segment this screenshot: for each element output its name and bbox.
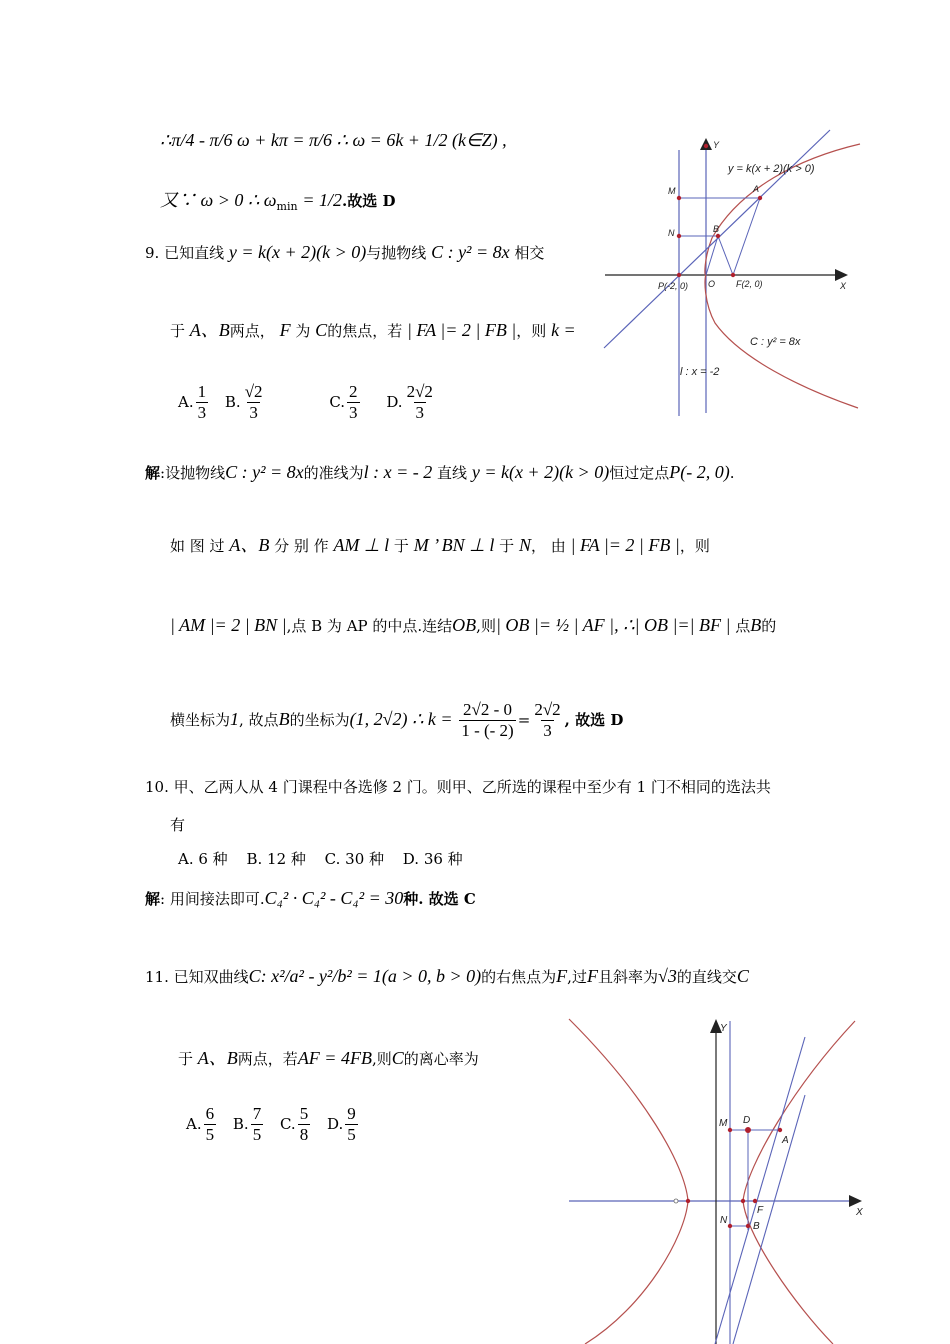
q10-options	[178, 850, 463, 868]
q11-vec-cond: AF = 4FB	[297, 1048, 372, 1068]
q9-s3g: 点	[735, 617, 751, 635]
q9-focus-text: 的焦点，若	[327, 322, 403, 340]
q10-option-a: A. 6 种	[178, 850, 228, 868]
q9-two-points: 两点，	[229, 322, 275, 340]
q9-s1e: 直线	[437, 464, 468, 482]
fig1-point-F	[731, 273, 735, 277]
fig1-point-N	[677, 234, 681, 238]
q11-stem-b: 的右焦点为	[481, 968, 557, 986]
q9-s1h: P(- 2, 0)	[669, 462, 730, 482]
fig2-x-arrow	[849, 1195, 862, 1207]
figure-hyperbola	[565, 1015, 865, 1344]
fig2-label-F: F	[757, 1205, 764, 1216]
q9-s2c: 分 别 作	[274, 537, 329, 555]
q9-ask: k =	[551, 320, 576, 340]
q9-k-frac-2: $\frac{2√2}{3}$	[534, 700, 561, 741]
fig1-label-F: F(2, 0)	[736, 279, 763, 289]
q9-sol-line-4	[170, 700, 623, 742]
q11-eccentricity: 的离心率为	[403, 1050, 479, 1068]
q9-sol-line-2	[170, 535, 710, 557]
q9-s1b: C : y² = 8x	[225, 462, 304, 482]
q10-line-2	[170, 816, 185, 834]
q11-points: A、B	[197, 1048, 238, 1068]
q9-s3h: B	[750, 615, 762, 635]
q9-F: F	[279, 320, 291, 340]
q10-sol-label: 解	[145, 890, 161, 908]
q9-s2d: AM ⊥ l	[333, 535, 390, 555]
fig1-point-top	[704, 144, 708, 148]
q9-s4e: 的坐标为	[289, 710, 350, 729]
q11-number: 11.	[145, 968, 169, 986]
q9-stem-c: 相交	[514, 244, 545, 262]
fig2-point-N	[728, 1224, 732, 1228]
fig2-point-M	[728, 1128, 732, 1132]
q9-parabola-eq: C : y² = 8x	[431, 242, 510, 262]
q9-s3e: | OB |= ½ | AF |	[495, 615, 615, 635]
fig2-label-Y: Y	[720, 1023, 727, 1034]
fig1-label-parabola: C : y² = 8x	[750, 336, 801, 348]
q9-s2f: M ’ BN ⊥ l	[413, 535, 495, 555]
q9-line-1	[145, 242, 544, 264]
fig1-label-O: O	[708, 279, 716, 289]
q9-line-eq: y = k(x + 2)(k > 0)	[228, 242, 367, 262]
fig2-label-X: X	[856, 1207, 863, 1218]
q11-option-a: A. $\frac{6}{5}$	[186, 1104, 215, 1145]
fig1-OB	[706, 236, 718, 275]
q9-C: C	[315, 320, 328, 340]
fig1-label-B: B	[713, 224, 720, 234]
q11-option-b: B. $\frac{7}{5}$	[232, 1104, 262, 1145]
fig2-asymptote	[715, 1037, 805, 1344]
q9-k-frac-1: $\frac{2√2 - 0}{1 - (- 2)}$	[461, 700, 514, 741]
fig1-label-directrix: l : x = -2	[680, 366, 720, 378]
q9-sol-label: 解	[145, 464, 161, 482]
q9-option-b: B. $\frac{√2}{3}$	[224, 382, 263, 423]
q11-yu: 于	[178, 1050, 194, 1068]
q11-stem-a: 已知双曲线	[173, 968, 249, 986]
q9-s2i: ， 由	[530, 537, 566, 555]
q10-number: 10.	[145, 778, 169, 796]
q11-ze: ,则	[371, 1050, 392, 1068]
fig1-label-A: A	[753, 184, 760, 194]
q9-s4c: , 故点	[239, 710, 279, 729]
fig2-label-M: M	[719, 1118, 728, 1129]
fig1-label-M: M	[668, 186, 676, 196]
q11-stem-c: ,过	[567, 968, 587, 986]
q9-s2b: A、B	[229, 535, 270, 555]
q9-line-2	[170, 320, 576, 342]
q9-s2k: ，则	[679, 537, 710, 555]
q9-s2e: 于	[393, 537, 409, 555]
q9-s3f: , ∴| OB |=| BF |	[614, 615, 731, 635]
q9-s3a: | AM |= 2 | BN |	[170, 615, 287, 635]
q9-s4g: , 故选 D	[564, 710, 624, 729]
q9-option-a: A. $\frac{1}{3}$	[178, 382, 207, 423]
fig2-label-B: B	[753, 1221, 760, 1232]
q10-option-c: C. 30 种	[324, 850, 385, 868]
fig1-label-Y: Y	[713, 140, 720, 150]
fig2-vertex-right	[741, 1199, 745, 1203]
q11-stem-d: 且斜率为	[597, 968, 658, 986]
q9-s4d: B	[278, 708, 290, 729]
q8-line-2	[160, 190, 395, 213]
q8-line-1	[160, 130, 507, 152]
figure-parabola	[600, 128, 865, 418]
q10-sol-text: : 用间接法即可.	[160, 890, 265, 908]
q11-hyperbola: C: x²/a² - y²/b² = 1(a > 0, b > 0)	[248, 966, 482, 986]
fig1-label-N: N	[668, 228, 675, 238]
q9-s4f: (1, 2√2) ∴ k =	[349, 708, 453, 729]
q10-option-d: D. 36 种	[402, 850, 463, 868]
q9-s1d: l : x = - 2	[363, 462, 433, 482]
q10-sol-tail: 种. 故选 C	[403, 890, 476, 908]
q9-points: A、B	[189, 320, 230, 340]
q9-s4a: 横坐标为	[170, 710, 231, 729]
q11-line-1	[145, 966, 749, 988]
q9-s4eq: =	[517, 710, 531, 729]
fig2-point-B	[746, 1224, 750, 1228]
q8-eq: = 1/2	[302, 190, 343, 210]
fig2-point-F	[753, 1199, 757, 1203]
q9-s1i: .	[729, 464, 735, 482]
q11-option-d: D. $\frac{9}{5}$	[326, 1104, 356, 1145]
q9-option-c: C. $\frac{2}{3}$	[329, 382, 358, 423]
q9-s2g: 于	[499, 537, 515, 555]
q8-omega-min: 又∵ ω > 0 ∴ ω	[160, 190, 277, 210]
fig2-line-AB	[733, 1095, 805, 1344]
q11-C: C	[736, 966, 749, 986]
q11-F: F	[556, 966, 568, 986]
q10-solution	[145, 888, 476, 910]
fig2-label-D: D	[743, 1115, 751, 1126]
q10-sol-formula: C₄² · C₄² - C₄² = 30	[264, 888, 404, 908]
q8-equation: ∴π/4 - π/6 ω + kπ = π/6 ∴ ω = 6k + 1/2 (k∈Z) ,	[160, 130, 507, 150]
q11-option-c: C. $\frac{5}{8}$	[279, 1104, 309, 1145]
q9-wei: 为	[295, 322, 311, 340]
q9-s1g: 恒过定点	[609, 464, 670, 482]
q9-stem-a: 已知直线	[164, 244, 225, 262]
fig1-point-M	[677, 196, 681, 200]
fig2-point-D	[745, 1127, 751, 1133]
fig1-point-A	[758, 196, 762, 200]
q8-sub: min	[276, 200, 298, 213]
fig1-label-P: P(-2, 0)	[658, 281, 689, 291]
q11-F2: F	[586, 966, 598, 986]
fig1-point-P	[677, 273, 681, 277]
fig2-focus-left	[674, 1199, 678, 1203]
q9-number: 9.	[145, 244, 160, 262]
fig2-right-branch	[743, 1021, 855, 1344]
q10-stem2: 有	[170, 816, 186, 834]
q10-stem: 甲、乙两人从 4 门课程中各选修 2 门。则甲、乙所选的课程中至少有 1 门不相同的选法共	[173, 778, 771, 796]
q9-ze: ，则	[516, 322, 547, 340]
fig2-vertex-left	[686, 1199, 690, 1203]
fig1-AF	[733, 198, 760, 275]
q9-s2j: | FA |= 2 | FB |	[570, 535, 680, 555]
q9-option-d: D. $\frac{2√2}{3}$	[386, 382, 433, 423]
fig1-BF	[718, 236, 733, 275]
q11-C2: C	[391, 1048, 404, 1068]
q9-s2a: 如 图 过	[170, 537, 225, 555]
q10-option-b: B. 12 种	[246, 850, 306, 868]
fig2-point-A	[778, 1128, 782, 1132]
q11-line-2	[178, 1048, 479, 1070]
fig1-label-eq-line: y = k(x + 2)(k > 0)	[728, 163, 815, 175]
fig2-left-branch	[569, 1019, 688, 1344]
fig1-label-X: X	[840, 281, 847, 291]
q9-s3b: ,点 B 为 AP 的中点.连结	[286, 617, 453, 635]
q8-conclusion: .故选 D	[342, 192, 396, 210]
q9-s2h: N	[518, 535, 531, 555]
q11-stem-e: 的直线交	[676, 968, 737, 986]
q9-condition: | FA |= 2 | FB |	[406, 320, 517, 340]
q9-s3d: ,则	[476, 617, 496, 635]
q9-s3c: OB	[452, 615, 477, 635]
fig2-label-N: N	[720, 1215, 728, 1226]
q9-options	[178, 382, 437, 424]
q11-two-points: 两点，若	[237, 1050, 298, 1068]
q9-s1c: 的准线为	[303, 464, 364, 482]
q9-s4b: 1	[230, 708, 240, 729]
q9-yu: 于	[170, 322, 186, 340]
q9-sol-line-3	[170, 615, 776, 637]
q10-line-1	[145, 778, 771, 796]
q11-options	[186, 1104, 360, 1146]
q9-s1a: :设抛物线	[160, 464, 226, 482]
fig1-x-arrow	[835, 269, 848, 281]
q11-slope: √3	[657, 966, 677, 986]
q9-sol-line-1	[145, 462, 734, 484]
q9-s3i: 的	[761, 617, 777, 635]
q9-s1f: y = k(x + 2)(k > 0)	[471, 462, 610, 482]
fig2-label-A: A	[782, 1135, 789, 1146]
q9-stem-b: 与抛物线	[366, 244, 427, 262]
fig1-point-B	[716, 234, 720, 238]
